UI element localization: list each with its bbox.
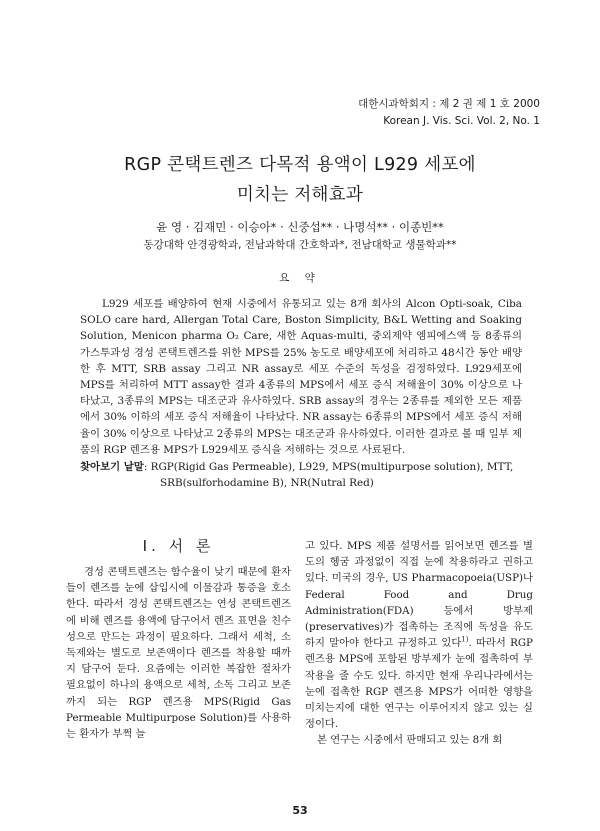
abstract-text: L929 세포를 배양하여 현재 시중에서 유통되고 있는 8개 회사의 Alcon Opti-soak, Ciba SOLO care hard, Allergan Total Care, Boston Simplicity, B&L Wetting and Soaking Solution, Menicon pharma O₂ Care, 새한 Aquas-multi, 중외제약 엠피에스액 등 8종류의 가스투과성 경성 콘택트렌즈를 위한 MPS를 25% 농도로 배양세포에 처리하고 48시간 동안 배양한 후 MTT, SRB assay 그리고 NR assay로 세포 수준의 독성을 검정하였다. L929세포에 MPS를 처리하여 MTT assay한 결과 4종류의 MPS에서 세포 증식 저해율이 30% 이상으로 나타났고, 3종류의 MPS는 대조군과 유사하였다. SRB assay의 경우는 2종류를 제외한 모든 제품에서 30% 이하의 세포 증식 저해율이 나타났다. NR assay는 6종류의 MPS에서 세포 증식 저해율이 30% 이상으로 나타났고 2종류의 MPS는 대조군과 유사하였다. 이러한 결과로 볼 때 일부 제품의 RGP 렌즈용 MPS가 L929세포 증식을 저해하는 것으로 사료된다. — [80, 298, 522, 456]
journal-korean: 대한시과학회지 : 제 2 권 제 1 호 2000 — [358, 98, 540, 110]
introduction-paragraph-1: 경성 콘택트렌즈는 함수율이 낮기 때문에 환자들이 렌즈를 눈에 삽입시에 이물감과 통증을 호소한다. 따라서 경성 콘택트렌즈는 연성 콘택트렌즈에 비해 렌즈를 용액에 담구어서 렌즈 표면을 친수성으로 만드는 과정이 필요하다. 그래서 세척, 소독제와는 별도로 보존액이다 렌즈를 착용할 때까지 담구어 둔다. 요즘에는 이러한 복잡한 절차가 필요없이 하나의 용액으로 세척, 소독 그리고 보존까지 되는 RGP 렌즈용 MPS(Rigid Gas Permeable Multipurpose Solution)를 사용하는 환자가 부쩍 늘 — [66, 566, 291, 741]
keywords-label: 찾아보기 낱말 — [80, 461, 144, 473]
right-column — [305, 538, 533, 749]
page-number: 53 — [292, 804, 308, 817]
introduction-paragraph-1-continued — [305, 538, 533, 732]
paragraph-part-b: . 따라서 RGP 렌즈용 MPS에 포함된 방부제가 눈에 접촉하여 부작용을 줄 수도 있다. 하지만 현재 우리나라에서는 눈에 접촉한 RGP 렌즈용 MPS가 어떠한 영향을 미치는지에 대한 연구는 이루어지지 않고 있는 실정이다. — [305, 637, 533, 731]
introduction-paragraph-2: 본 연구는 시중에서 판매되고 있는 8개 회 — [317, 734, 503, 747]
keywords-line-2: SRB(sulforhodamine B), NR(Nutral Red) — [160, 477, 374, 489]
paper-title — [0, 150, 600, 210]
reference-marker: 1) — [461, 635, 469, 644]
keywords — [80, 459, 522, 491]
journal-header — [358, 96, 540, 130]
left-column — [66, 535, 291, 742]
keywords-line-1: : RGP(Rigid Gas Permeable), L929, MPS(multipurpose solution), MTT, — [143, 461, 514, 473]
title-line-2: 미치는 저해효과 — [236, 185, 364, 205]
paragraph-part-a: 고 있다. MPS 제품 설명서를 읽어보면 렌즈를 별도의 헹굼 과정없이 직접 눈에 착용하라고 권하고 있다. 미국의 경우, US Pharmacopoeia(USP)나 Federal Food and Drug Administration(FDA) 등에서 방부제(preservatives)가 접촉하는 조직에 독성을 유도하지 말아야 한다고 규정하고 있다 — [305, 540, 533, 650]
journal-english: Korean J. Vis. Sci. Vol. 2, No. 1 — [383, 115, 540, 127]
author-affiliations: 동강대학 안경광학과, 전남과학대 간호학과*, 전남대학교 생물학과** — [143, 239, 457, 251]
abstract-heading: 요 약 — [279, 272, 321, 284]
section-heading-introduction: I. 서 론 — [142, 537, 215, 555]
title-line-1: RGP 콘택트렌즈 다목적 용액이 L929 세포에 — [124, 155, 476, 175]
author-list: 윤 영 · 김재민 · 이승아* · 신중섭** · 나명석** · 이종빈** — [156, 220, 444, 234]
